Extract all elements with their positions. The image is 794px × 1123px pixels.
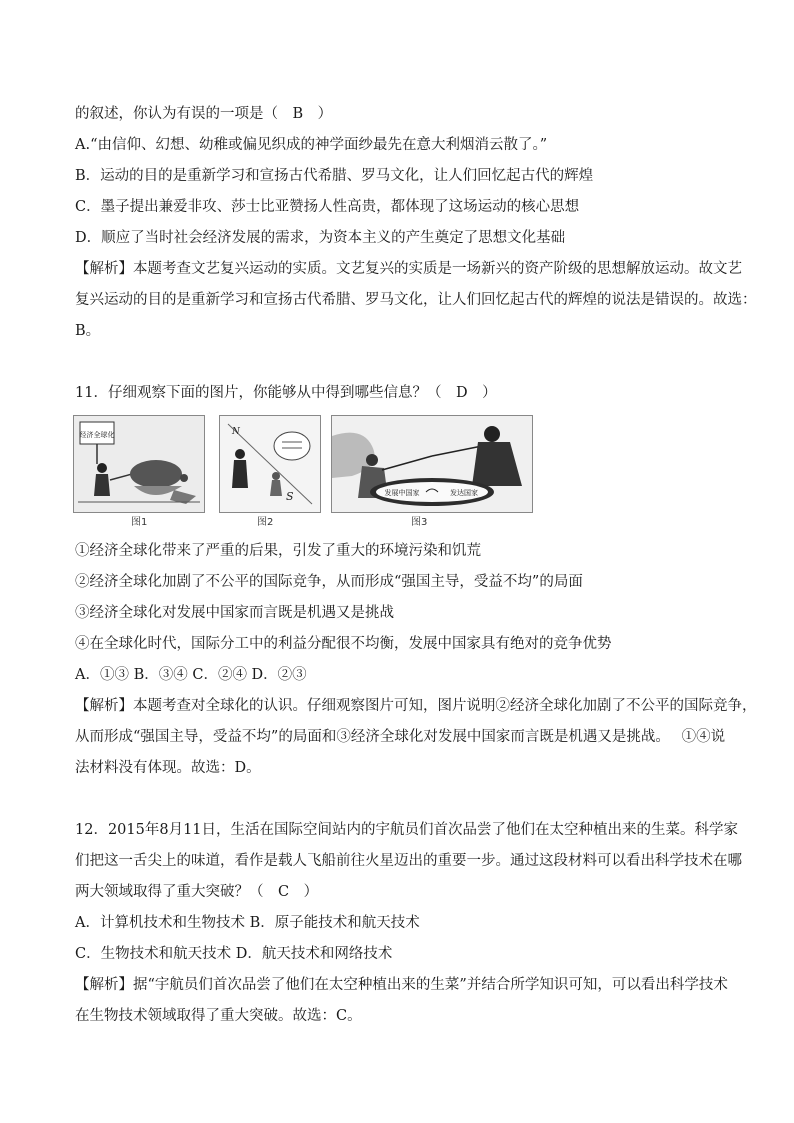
figure-3-right-label: 发达国家 — [450, 489, 478, 497]
figure-3-caption: 图3 — [411, 517, 428, 528]
figure-1-caption: 图1 — [131, 517, 148, 528]
q10-option-a: A.“由信仰、幻想、幼稚或偏见织成的神学面纱最先在意大利烟消云散了。” — [75, 137, 548, 153]
figure-2-south: S — [286, 490, 294, 503]
q10-analysis-line-1: 【解析】本题考查文艺复兴运动的实质。文艺复兴的实质是一场新兴的资产阶级的思想解放运动。故文艺 — [75, 261, 742, 277]
q11-statement-2: ②经济全球化加剧了不公平的国际竞争，从而形成“强国主导，受益不均”的局面 — [75, 574, 583, 590]
q10-option-b: B．运动的目的是重新学习和宣扬古代希腊、罗马文化，让人们回忆起古代的辉煌 — [75, 168, 594, 184]
q12-stem-line-1: 12．2015年8月11日，生活在国际空间站内的宇航员们首次品尝了他们在太空种植出来的生菜。科学家 — [75, 822, 739, 838]
q12-stem-line-3: 两大领域取得了重大突破？（ C ） — [75, 884, 319, 900]
figure-2-image — [219, 415, 321, 513]
figure-1-sign: 经济全球化 — [79, 431, 115, 439]
figure-2-north: N — [232, 427, 240, 437]
figure-3-image — [331, 415, 533, 513]
q11-options: A．①③ B．③④ C．②④ D．②③ — [75, 667, 307, 683]
q11-statement-3: ③经济全球化对发展中国家而言既是机遇又是挑战 — [75, 605, 394, 621]
q12-options-line-2: C．生物技术和航天技术 D．航天技术和网络技术 — [75, 946, 393, 962]
q11-statement-1: ①经济全球化带来了严重的后果，引发了重大的环境污染和饥荒 — [75, 543, 481, 559]
q12-options-line-1: A．计算机技术和生物技术 B．原子能技术和航天技术 — [75, 915, 420, 931]
q12-analysis-line-2: 在生物技术领域取得了重大突破。故选：C。 — [75, 1008, 362, 1024]
q10-option-d: D．顺应了当时社会经济发展的需求，为资本主义的产生奠定了思想文化基础 — [75, 230, 566, 246]
q10-stem-tail: 的叙述，你认为有误的一项是（ B ） — [75, 106, 333, 122]
q12-stem-line-2: 们把这一舌尖上的味道，看作是载人飞船前往火星迈出的重要一步。通过这段材料可以看出科学技术在哪 — [75, 853, 742, 869]
q10-analysis-line-2: 复兴运动的目的是重新学习和宣扬古代希腊、罗马文化，让人们回忆起古代的辉煌的说法是错误的。故选： — [75, 292, 757, 308]
q11-analysis-line-3: 法材料没有体现。故选：D。 — [75, 760, 261, 776]
q11-statement-4: ④在全球化时代，国际分工中的利益分配很不均衡，发展中国家具有绝对的竞争优势 — [75, 636, 612, 652]
q11-stem: 11．仔细观察下面的图片，你能够从中得到哪些信息？（ D ） — [75, 385, 497, 401]
q10-option-c: C．墨子提出兼爱非攻、莎士比亚赞扬人性高贵，都体现了这场运动的核心思想 — [75, 199, 580, 215]
q12-analysis-line-1: 【解析】据“宇航员们首次品尝了他们在太空种植出来的生菜”并结合所学知识可知，可以看出科学技术 — [75, 977, 728, 993]
figure-1-image — [73, 415, 205, 513]
figure-3-left-label: 发展中国家 — [384, 489, 420, 497]
q11-figures — [73, 415, 533, 527]
q11-analysis-line-1: 【解析】本题考查对全球化的认识。仔细观察图片可知，图片说明②经济全球化加剧了不公平的国际竞争， — [75, 698, 757, 714]
q11-analysis-line-2: 从而形成“强国主导，受益不均”的局面和③经济全球化对发展中国家而言既是机遇又是挑战。 ①④说 — [75, 729, 726, 745]
q10-analysis-line-3: B。 — [75, 323, 101, 339]
figure-2-caption: 图2 — [257, 517, 274, 528]
